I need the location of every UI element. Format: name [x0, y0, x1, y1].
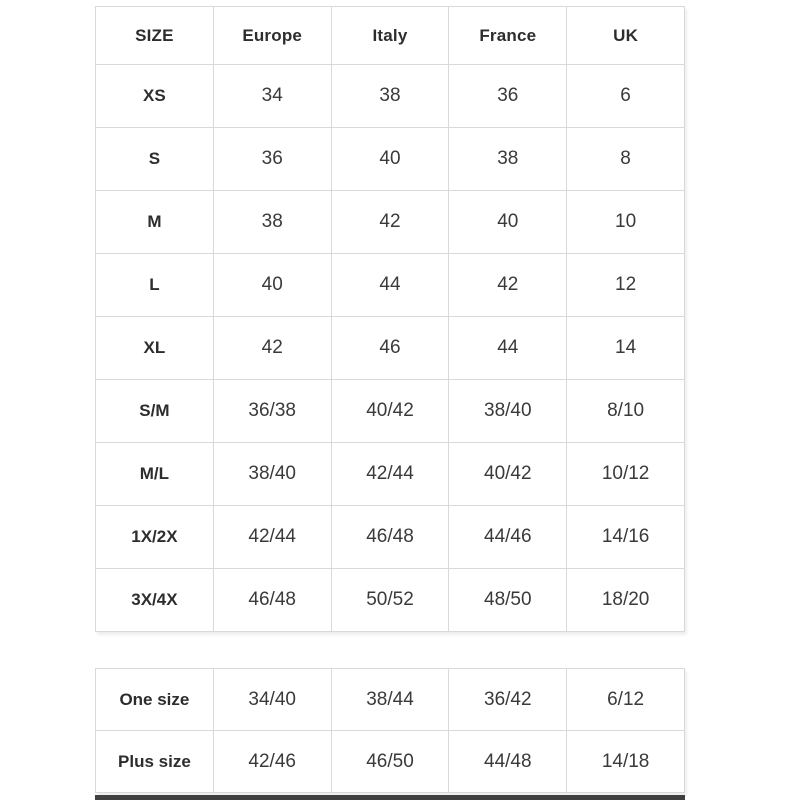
- size-value-cell: 34: [213, 65, 331, 128]
- header-row: [96, 7, 685, 65]
- size-value-cell: 46/50: [331, 731, 449, 793]
- size-value-cell: 50/52: [331, 569, 449, 632]
- size-value-cell: 42: [449, 254, 567, 317]
- size-value-cell: 38/44: [331, 669, 449, 731]
- size-value-cell: 36/42: [449, 669, 567, 731]
- column-header: UK: [567, 7, 685, 65]
- size-value-cell: 40: [331, 128, 449, 191]
- size-value-cell: 36: [449, 65, 567, 128]
- size-value-cell: 40/42: [331, 380, 449, 443]
- size-value-cell: 46/48: [213, 569, 331, 632]
- size-value-cell: 46/48: [331, 506, 449, 569]
- size-value-cell: 40: [213, 254, 331, 317]
- size-row: [96, 128, 685, 191]
- size-value-cell: 44/46: [449, 506, 567, 569]
- size-value-cell: 12: [567, 254, 685, 317]
- size-value-cell: 42/44: [331, 443, 449, 506]
- size-row: [96, 731, 685, 793]
- size-value-cell: 34/40: [213, 669, 331, 731]
- size-label-cell: S/M: [96, 380, 214, 443]
- size-value-cell: 38/40: [449, 380, 567, 443]
- size-value-cell: 38: [449, 128, 567, 191]
- size-value-cell: 44: [449, 317, 567, 380]
- size-value-cell: 36/38: [213, 380, 331, 443]
- size-label-cell: 1X/2X: [96, 506, 214, 569]
- size-value-cell: 44: [331, 254, 449, 317]
- size-label-cell: XL: [96, 317, 214, 380]
- extra-table-body: [96, 669, 685, 793]
- size-value-cell: 48/50: [449, 569, 567, 632]
- column-header: Europe: [213, 7, 331, 65]
- bottom-bar: [95, 795, 685, 800]
- size-value-cell: 14/18: [567, 731, 685, 793]
- size-row: [96, 569, 685, 632]
- size-value-cell: 36: [213, 128, 331, 191]
- size-table-header: [96, 7, 685, 65]
- size-label-cell: S: [96, 128, 214, 191]
- size-label-cell: Plus size: [96, 731, 214, 793]
- size-value-cell: 42/44: [213, 506, 331, 569]
- size-label-cell: L: [96, 254, 214, 317]
- size-row: [96, 254, 685, 317]
- size-value-cell: 44/48: [449, 731, 567, 793]
- special-sizes-table: [95, 668, 685, 793]
- size-value-cell: 38/40: [213, 443, 331, 506]
- size-value-cell: 8/10: [567, 380, 685, 443]
- column-header: Italy: [331, 7, 449, 65]
- column-header: France: [449, 7, 567, 65]
- size-label-cell: One size: [96, 669, 214, 731]
- main-table-body: [96, 65, 685, 632]
- size-value-cell: 6: [567, 65, 685, 128]
- size-value-cell: 42: [331, 191, 449, 254]
- size-row: [96, 380, 685, 443]
- size-value-cell: 38: [213, 191, 331, 254]
- size-label-cell: XS: [96, 65, 214, 128]
- size-conversion-table: [95, 6, 685, 632]
- size-value-cell: 46: [331, 317, 449, 380]
- size-value-cell: 14/16: [567, 506, 685, 569]
- size-row: [96, 506, 685, 569]
- size-row: [96, 317, 685, 380]
- size-value-cell: 40/42: [449, 443, 567, 506]
- size-value-cell: 42/46: [213, 731, 331, 793]
- size-value-cell: 6/12: [567, 669, 685, 731]
- size-label-cell: M/L: [96, 443, 214, 506]
- size-value-cell: 40: [449, 191, 567, 254]
- size-value-cell: 8: [567, 128, 685, 191]
- size-value-cell: 18/20: [567, 569, 685, 632]
- size-row: [96, 191, 685, 254]
- size-value-cell: 38: [331, 65, 449, 128]
- size-value-cell: 42: [213, 317, 331, 380]
- size-row: [96, 669, 685, 731]
- size-row: [96, 65, 685, 128]
- size-label-cell: M: [96, 191, 214, 254]
- size-label-cell: 3X/4X: [96, 569, 214, 632]
- size-row: [96, 443, 685, 506]
- column-header: SIZE: [96, 7, 214, 65]
- size-value-cell: 14: [567, 317, 685, 380]
- size-value-cell: 10/12: [567, 443, 685, 506]
- size-value-cell: 10: [567, 191, 685, 254]
